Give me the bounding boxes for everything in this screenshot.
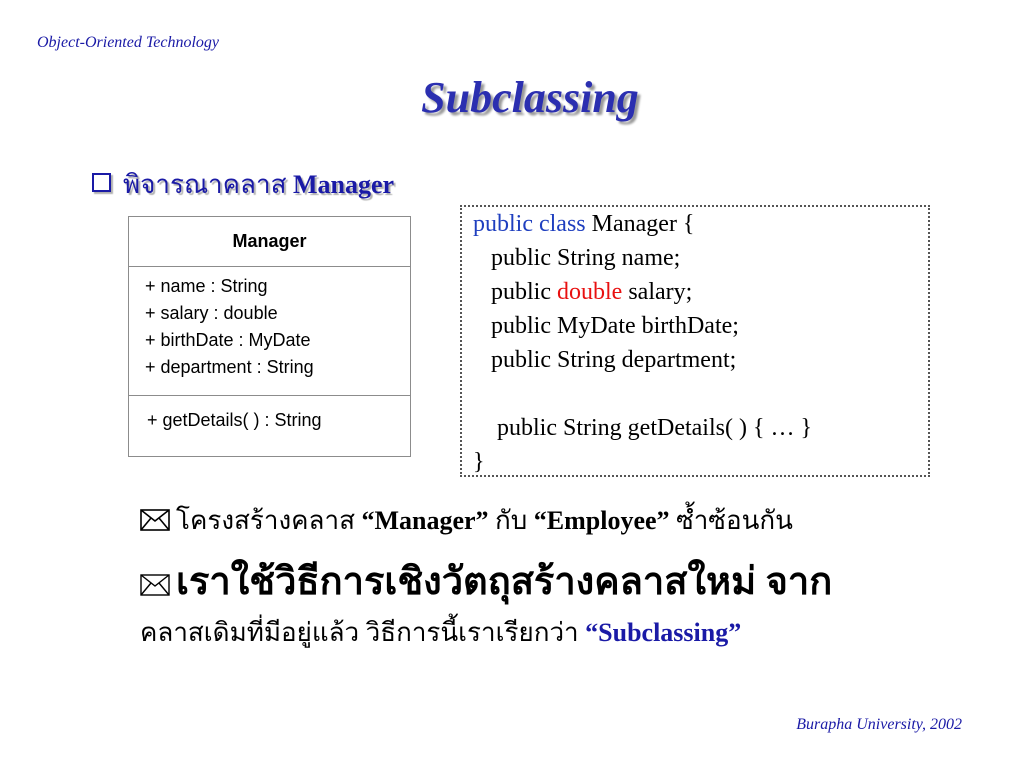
- code-box: [460, 205, 930, 477]
- code-highlight-type: double: [557, 279, 623, 305]
- uml-attribute: + name : String: [145, 276, 268, 296]
- note1-with: กับ: [495, 506, 528, 535]
- uml-attribute: + department : String: [145, 357, 314, 377]
- code-line-6: public String getDetails( ) { … }: [473, 415, 812, 441]
- code-line-2: public String name;: [473, 245, 681, 271]
- code-text: public: [473, 279, 557, 305]
- uml-class-diagram: [128, 216, 411, 457]
- note1-text: โครงสร้างคลาส: [176, 506, 355, 535]
- code-text: Manager {: [585, 211, 695, 237]
- uml-operations: [129, 396, 410, 431]
- envelope-icon: [140, 509, 170, 531]
- code-line-1: [473, 207, 928, 241]
- note1-employee: “Employee”: [533, 506, 670, 535]
- code-line-3: [473, 275, 928, 309]
- note2-highlight: “Subclassing”: [585, 618, 742, 647]
- note-subclassing-line1: [140, 550, 832, 611]
- course-header: Object-Oriented Technology: [37, 34, 220, 51]
- note-duplicate-structure: [140, 500, 793, 541]
- footer-credit: Burapha University, 2002: [796, 716, 962, 733]
- code-keyword: public class: [473, 211, 586, 237]
- code-line-7: }: [473, 449, 485, 475]
- note2-line1: เราใช้วิธีการเชิงวัตถุสร้างคลาสใหม่ จาก: [176, 561, 833, 603]
- code-line-blank: [473, 377, 928, 411]
- bullet-class-name: Manager: [292, 170, 395, 199]
- uml-class-name: Manager: [129, 217, 410, 267]
- code-text: salary;: [622, 279, 693, 305]
- note-subclassing-line2: [140, 612, 741, 653]
- square-bullet-icon: [92, 173, 111, 192]
- note1-duplicate: ซ้ำซ้อนกัน: [676, 506, 793, 535]
- uml-attribute: + birthDate : MyDate: [145, 330, 311, 350]
- uml-operation: + getDetails( ) : String: [147, 410, 322, 430]
- note2-line2: คลาสเดิมที่มีอยู่แล้ว วิธีการนี้เราเรียกว่า: [140, 618, 579, 647]
- code-line-4: public MyDate birthDate;: [473, 313, 739, 339]
- bullet-consider-manager: [92, 164, 394, 205]
- bullet-thai-text: พิจารณาคลาส: [123, 170, 287, 199]
- slide-title: Subclassing: [421, 73, 639, 122]
- uml-attributes: [129, 267, 410, 396]
- code-line-5: public String department;: [473, 347, 737, 373]
- uml-attribute: + salary : double: [145, 303, 278, 323]
- note1-manager: “Manager”: [361, 506, 489, 535]
- envelope-icon: [140, 574, 170, 596]
